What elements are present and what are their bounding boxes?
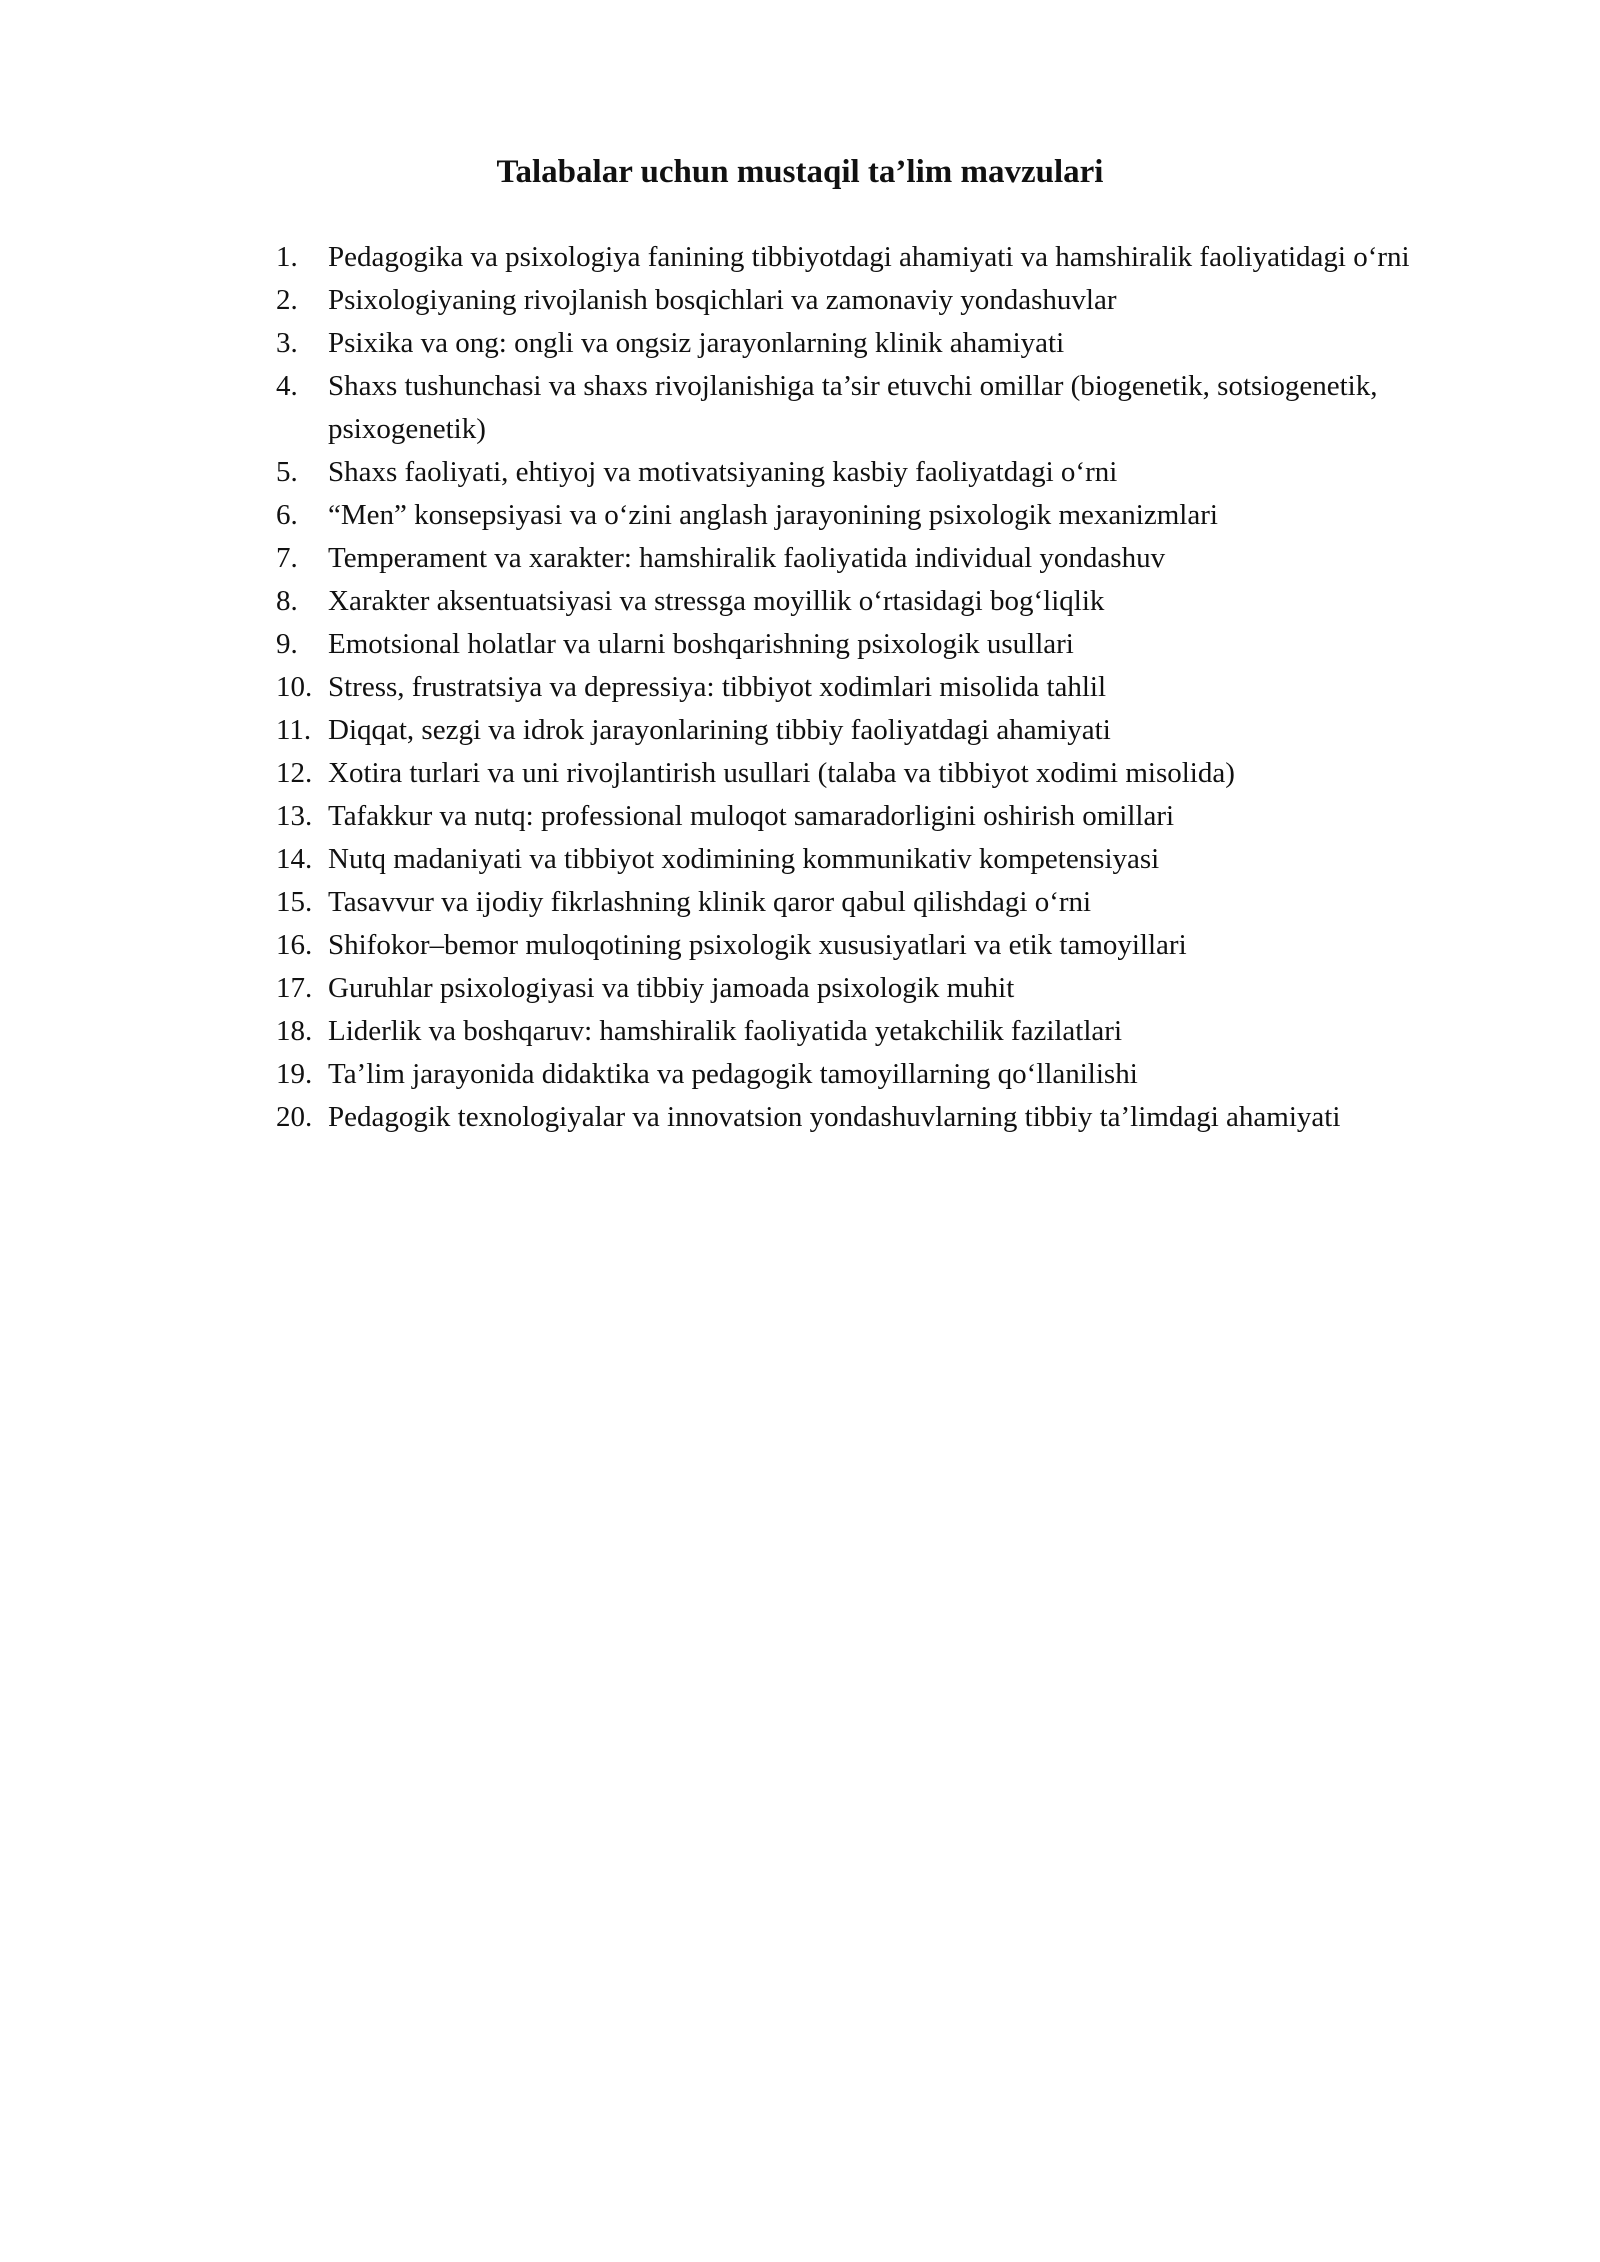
list-item-number: 18. [276,1015,313,1047]
list-item [276,881,1486,924]
list-item-number: 1. [276,241,298,273]
list-item [276,365,1486,451]
list-item-number: 12. [276,757,313,789]
list-item-number: 17. [276,972,313,1004]
list-item-number: 6. [276,499,298,531]
list-item [276,1096,1486,1139]
list-item-number: 16. [276,929,313,961]
list-item-text: Pedagogik texnologiyalar va innovatsion yondashuvlarning tibbiy ta’limdagi ahamiyati [328,1101,1341,1133]
list-item-number: 20. [276,1101,313,1133]
list-item-number: 8. [276,585,298,617]
list-item [276,494,1486,537]
list-item-text: Diqqat, sezgi va idrok jarayonlarining tibbiy faoliyatdagi ahamiyati [328,714,1111,746]
list-item-text: Shifokor–bemor muloqotining psixologik xususiyatlari va etik tamoyillari [328,929,1187,961]
list-item [276,279,1486,322]
list-item-number: 4. [276,370,298,402]
list-item [276,1010,1486,1053]
list-item [276,666,1486,709]
list-item [276,1053,1486,1096]
list-item-number: 9. [276,628,298,660]
page-title: Talabalar uchun mustaqil ta’lim mavzulari [496,154,1104,190]
list-item-text: Liderlik va boshqaruv: hamshiralik faoliyatida yetakchilik fazilatlari [328,1015,1123,1047]
list-item [276,924,1486,967]
list-item-number: 13. [276,800,313,832]
list-item-number: 3. [276,327,298,359]
list-item-text: “Men” konsepsiyasi va o‘zini anglash jarayonining psixologik mexanizmlari [328,499,1218,531]
list-item [276,537,1486,580]
list-item-text: Stress, frustratsiya va depressiya: tibbiyot xodimlari misolida tahlil [328,671,1107,703]
list-item-text: Emotsional holatlar va ularni boshqarishning psixologik usullari [328,628,1074,660]
list-item [276,709,1486,752]
list-item [276,451,1486,494]
list-item-text: Ta’lim jarayonida didaktika va pedagogik tamoyillarning qo‘llanilishi [328,1058,1138,1090]
list-item-text: Xarakter aksentuatsiyasi va stressga moyillik o‘rtasidagi bog‘liqlik [328,585,1105,617]
list-item [276,838,1486,881]
list-item [276,322,1486,365]
list-item-number: 10. [276,671,313,703]
list-item-number: 15. [276,886,313,918]
list-item-number: 19. [276,1058,313,1090]
list-item-text: Nutq madaniyati va tibbiyot xodimining kommunikativ kompetensiyasi [328,843,1160,875]
list-item-text: Psixika va ong: ongli va ongsiz jarayonlarning klinik ahamiyati [328,327,1065,359]
list-item-number: 11. [276,714,312,746]
list-item-text: Tasavvur va ijodiy fikrlashning klinik qaror qabul qilishdagi o‘rni [328,886,1092,918]
list-item-text: Pedagogika va psixologiya fanining tibbiyotdagi ahamiyati va hamshiralik faoliyatidagi o‘rni [328,241,1410,273]
list-item [276,752,1486,795]
list-item [276,795,1486,838]
list-item [276,623,1486,666]
list-item-text: Xotira turlari va uni rivojlantirish usullari (talaba va tibbiyot xodimi misolida) [328,757,1235,789]
list-item-text: Guruhlar psixologiyasi va tibbiy jamoada psixologik muhit [328,972,1015,1004]
list-item [276,236,1486,279]
list-item-number: 14. [276,843,313,875]
list-item-text: Shaxs tushunchasi va shaxs rivojlanishiga ta’sir etuvchi omillar (biogenetik, sotsiogenetik, psixogenetik) [328,370,1378,445]
list-item-text: Tafakkur va nutq: professional muloqot samaradorligini oshirish omillari [328,800,1175,832]
list-item-text: Psixologiyaning rivojlanish bosqichlari va zamonaviy yondashuvlar [328,284,1117,316]
list-item-number: 2. [276,284,298,316]
list-item [276,580,1486,623]
list-item-text: Shaxs faoliyati, ehtiyoj va motivatsiyaning kasbiy faoliyatdagi o‘rni [328,456,1118,488]
list-item-text: Temperament va xarakter: hamshiralik faoliyatida individual yondashuv [328,542,1166,574]
list-item-number: 7. [276,542,298,574]
list-item [276,967,1486,1010]
topic-list [276,236,1486,1139]
list-item-number: 5. [276,456,298,488]
